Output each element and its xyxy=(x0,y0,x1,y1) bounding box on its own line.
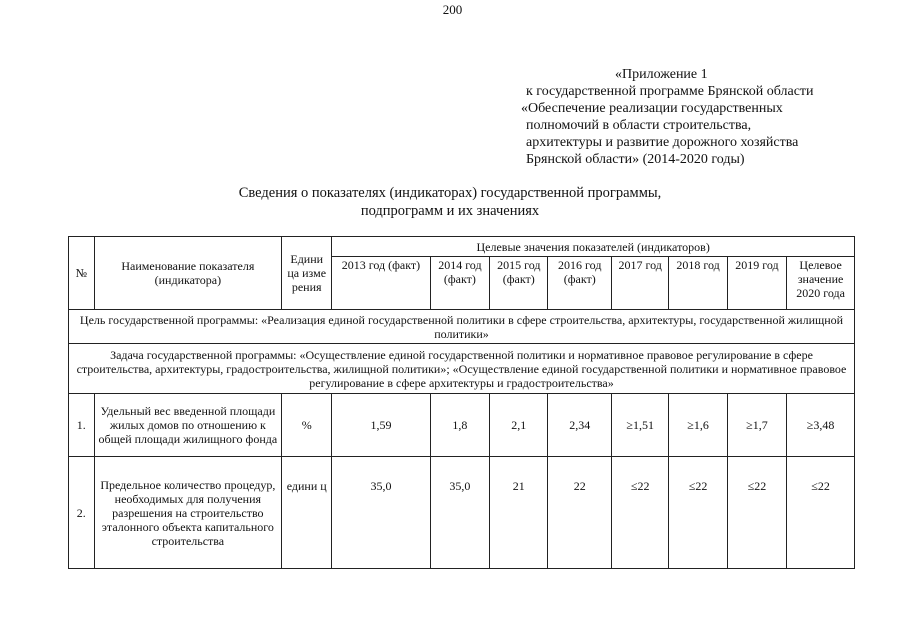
indicator-value: 22 xyxy=(548,457,612,569)
indicator-unit: едини ц xyxy=(282,457,332,569)
appendix-line: к государственной программе Брянской области xyxy=(526,84,814,99)
indicator-value: ≥3,48 xyxy=(787,394,855,457)
indicator-value: ≥1,7 xyxy=(727,394,786,457)
indicator-value: 1,59 xyxy=(332,394,430,457)
indicator-value: 21 xyxy=(490,457,548,569)
header-year: 2015 год (факт) xyxy=(490,257,548,310)
indicator-value: 35,0 xyxy=(430,457,489,569)
appendix-line: Брянской области» (2014-2020 годы) xyxy=(526,152,745,167)
indicator-value: ≥1,51 xyxy=(612,394,669,457)
indicator-value: ≤22 xyxy=(787,457,855,569)
appendix-block xyxy=(515,66,814,168)
indicator-unit: % xyxy=(282,394,332,457)
appendix-line: «Приложение 1 xyxy=(615,67,708,82)
document-title xyxy=(160,184,740,220)
task-row xyxy=(69,344,855,394)
indicator-value: 2,34 xyxy=(548,394,612,457)
row-number: 2. xyxy=(69,457,95,569)
appendix-line: архитектуры и развитие дорожного хозяйства xyxy=(526,135,799,150)
header-unit: Едини ца изме рения xyxy=(282,237,332,310)
indicator-value: ≤22 xyxy=(669,457,727,569)
header-year: 2017 год xyxy=(612,257,669,310)
indicator-name: Предельное количество процедур, необходимых для получения разрешения на строительство эталонного объекта капитального строительства xyxy=(94,457,282,569)
header-year: 2019 год xyxy=(727,257,786,310)
header-year: 2013 год (факт) xyxy=(332,257,430,310)
header-year: 2018 год xyxy=(669,257,727,310)
page-number: 200 xyxy=(442,2,463,17)
indicator-value: ≥1,6 xyxy=(669,394,727,457)
program-goal: Цель государственной программы: «Реализация единой государственной политики в сфере строительства, архитектуры, государственной жилищной политики» xyxy=(69,310,855,344)
document-title-line: Сведения о показателях (индикаторах) государственной программы, xyxy=(238,185,662,201)
appendix-line: полномочий в области строительства, xyxy=(526,118,752,133)
header-targets-group: Целевые значения показателей (индикаторов) xyxy=(332,237,855,257)
table-row xyxy=(69,394,855,457)
header-year: 2014 год (факт) xyxy=(430,257,489,310)
indicators-table xyxy=(68,236,855,569)
header-year: Целевое значение 2020 года xyxy=(787,257,855,310)
indicator-value: 35,0 xyxy=(332,457,430,569)
document-title-line: подпрограмм и их значениях xyxy=(360,203,540,219)
indicator-value: ≤22 xyxy=(612,457,669,569)
table-row xyxy=(69,457,855,569)
row-number: 1. xyxy=(69,394,95,457)
header-year: 2016 год (факт) xyxy=(548,257,612,310)
header-num: № xyxy=(69,237,95,310)
appendix-line: «Обеспечение реализации государственных xyxy=(521,101,783,116)
indicator-value: 2,1 xyxy=(490,394,548,457)
goal-row xyxy=(69,310,855,344)
header-name: Наименование показателя (индикатора) xyxy=(94,237,282,310)
indicator-value: 1,8 xyxy=(430,394,489,457)
indicator-value: ≤22 xyxy=(727,457,786,569)
indicator-name: Удельный вес введенной площади жилых домов по отношению к общей площади жилищного фонда xyxy=(94,394,282,457)
table-header-row xyxy=(69,237,855,257)
program-task: Задача государственной программы: «Осуществление единой государственной политики и нормативное правовое регулирование в сфере строительства, архитектуры, градостроительства, жилищной политики»; «Осуществление единой государственной политики и нормативное правовое регулирование в сфере архитектуры и градостроительства» xyxy=(69,344,855,394)
